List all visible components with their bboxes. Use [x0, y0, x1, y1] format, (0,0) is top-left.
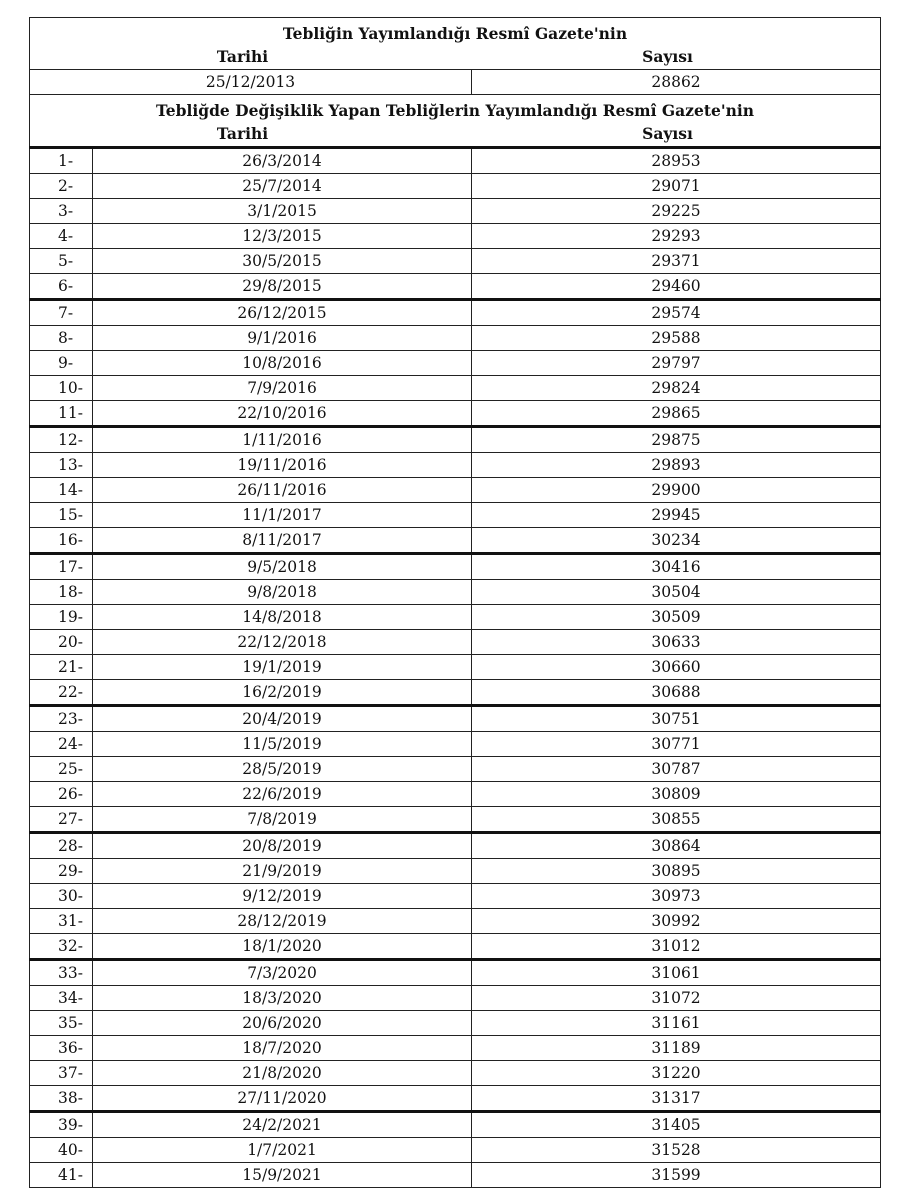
- gazette-table: [29, 17, 881, 1188]
- row-date: 7/9/2016: [93, 376, 472, 401]
- row-number-value: 29893: [472, 453, 881, 478]
- main-title-row: [30, 18, 881, 70]
- row-number: 38-: [30, 1086, 93, 1112]
- table-row: [30, 884, 881, 909]
- main-title: Tebliğin Yayımlandığı Resmî Gazete'nin: [282, 23, 628, 43]
- row-number-value: 30416: [472, 554, 881, 580]
- row-number: 4-: [30, 224, 93, 249]
- row-number: 14-: [30, 478, 93, 503]
- row-number: 10-: [30, 376, 93, 401]
- row-number: 29-: [30, 859, 93, 884]
- table-row: [30, 427, 881, 453]
- row-date: 7/8/2019: [93, 807, 472, 833]
- row-number-value: 30509: [472, 605, 881, 630]
- row-number: 27-: [30, 807, 93, 833]
- table-row: [30, 833, 881, 859]
- row-number-value: 29071: [472, 174, 881, 199]
- row-number-value: 29875: [472, 427, 881, 453]
- table-row: [30, 528, 881, 554]
- row-number-value: 31220: [472, 1061, 881, 1086]
- row-date: 9/12/2019: [93, 884, 472, 909]
- table-row: [30, 174, 881, 199]
- row-date: 26/3/2014: [93, 148, 472, 174]
- row-number-value: 29900: [472, 478, 881, 503]
- row-number-value: 29945: [472, 503, 881, 528]
- table-row: [30, 453, 881, 478]
- row-number: 21-: [30, 655, 93, 680]
- row-number: 16-: [30, 528, 93, 554]
- table-row: [30, 757, 881, 782]
- row-number-value: 30234: [472, 528, 881, 554]
- row-date: 12/3/2015: [93, 224, 472, 249]
- row-date: 18/1/2020: [93, 934, 472, 960]
- row-number: 23-: [30, 706, 93, 732]
- table-row: [30, 478, 881, 503]
- table-row: [30, 199, 881, 224]
- main-values-row: [30, 70, 881, 95]
- table-row: [30, 1086, 881, 1112]
- row-number-value: 30855: [472, 807, 881, 833]
- main-col-date-header: Tarihi: [216, 46, 269, 66]
- table-row: [30, 706, 881, 732]
- row-number: 17-: [30, 554, 93, 580]
- amendments-title-cell: [30, 95, 881, 148]
- table-row: [30, 1061, 881, 1086]
- table-row: [30, 655, 881, 680]
- row-date: 20/4/2019: [93, 706, 472, 732]
- table-row: [30, 680, 881, 706]
- table-row: [30, 376, 881, 401]
- table-row: [30, 1112, 881, 1138]
- table-row: [30, 1011, 881, 1036]
- row-date: 9/8/2018: [93, 580, 472, 605]
- row-date: 9/5/2018: [93, 554, 472, 580]
- row-number: 30-: [30, 884, 93, 909]
- row-date: 8/11/2017: [93, 528, 472, 554]
- row-number: 19-: [30, 605, 93, 630]
- table-row: [30, 401, 881, 427]
- row-number-value: 30688: [472, 680, 881, 706]
- main-title-cell: [30, 18, 881, 70]
- row-number-value: 30787: [472, 757, 881, 782]
- row-number: 31-: [30, 909, 93, 934]
- row-number-value: 30809: [472, 782, 881, 807]
- row-number-value: 30771: [472, 732, 881, 757]
- row-number: 24-: [30, 732, 93, 757]
- row-date: 3/1/2015: [93, 199, 472, 224]
- row-number-value: 29225: [472, 199, 881, 224]
- row-date: 11/1/2017: [93, 503, 472, 528]
- row-date: 26/12/2015: [93, 300, 472, 326]
- row-number-value: 29865: [472, 401, 881, 427]
- row-number: 13-: [30, 453, 93, 478]
- row-number-value: 30895: [472, 859, 881, 884]
- row-number: 18-: [30, 580, 93, 605]
- row-date: 22/10/2016: [93, 401, 472, 427]
- row-number-value: 29588: [472, 326, 881, 351]
- table-row: [30, 807, 881, 833]
- row-number-value: 29574: [472, 300, 881, 326]
- table-row: [30, 503, 881, 528]
- table-row: [30, 1036, 881, 1061]
- row-number: 32-: [30, 934, 93, 960]
- row-date: 21/8/2020: [93, 1061, 472, 1086]
- table-row: [30, 148, 881, 174]
- row-date: 15/9/2021: [93, 1163, 472, 1188]
- amendments-title: Tebliğde Değişiklik Yapan Tebliğlerin Yayımlandığı Resmî Gazete'nin: [156, 100, 755, 120]
- row-number: 25-: [30, 757, 93, 782]
- row-number-value: 31317: [472, 1086, 881, 1112]
- row-date: 28/5/2019: [93, 757, 472, 782]
- amendments-col-number-header: Sayısı: [642, 123, 693, 143]
- row-number: 33-: [30, 960, 93, 986]
- row-number-value: 29824: [472, 376, 881, 401]
- table-row: [30, 859, 881, 884]
- row-number-value: 29797: [472, 351, 881, 376]
- row-number-value: 31528: [472, 1138, 881, 1163]
- table-row: [30, 1163, 881, 1188]
- row-number-value: 30633: [472, 630, 881, 655]
- row-number-value: 31599: [472, 1163, 881, 1188]
- row-number-value: 29460: [472, 274, 881, 300]
- amendments-col-date-header: Tarihi: [216, 123, 269, 143]
- table-row: [30, 580, 881, 605]
- row-number: 8-: [30, 326, 93, 351]
- row-number-value: 28953: [472, 148, 881, 174]
- row-date: 22/12/2018: [93, 630, 472, 655]
- table-row: [30, 782, 881, 807]
- table-body: [30, 18, 881, 1188]
- row-number: 1-: [30, 148, 93, 174]
- row-number: 28-: [30, 833, 93, 859]
- row-number-value: 29371: [472, 249, 881, 274]
- table-row: [30, 249, 881, 274]
- row-number-value: 31405: [472, 1112, 881, 1138]
- row-number: 3-: [30, 199, 93, 224]
- row-number-value: 30864: [472, 833, 881, 859]
- table-row: [30, 274, 881, 300]
- row-date: 9/1/2016: [93, 326, 472, 351]
- table-row: [30, 909, 881, 934]
- row-date: 20/6/2020: [93, 1011, 472, 1036]
- row-number-value: 29293: [472, 224, 881, 249]
- row-number: 36-: [30, 1036, 93, 1061]
- row-number: 11-: [30, 401, 93, 427]
- row-number-value: 31161: [472, 1011, 881, 1036]
- table-row: [30, 630, 881, 655]
- row-date: 18/3/2020: [93, 986, 472, 1011]
- row-number-value: 30973: [472, 884, 881, 909]
- row-date: 27/11/2020: [93, 1086, 472, 1112]
- row-number: 41-: [30, 1163, 93, 1188]
- table-row: [30, 300, 881, 326]
- row-date: 24/2/2021: [93, 1112, 472, 1138]
- table-row: [30, 554, 881, 580]
- row-number: 12-: [30, 427, 93, 453]
- row-number-value: 30992: [472, 909, 881, 934]
- row-number: 15-: [30, 503, 93, 528]
- row-number-value: 30504: [472, 580, 881, 605]
- amendments-title-row: [30, 95, 881, 148]
- row-number: 9-: [30, 351, 93, 376]
- main-number-cell: 28862: [472, 70, 881, 95]
- row-date: 30/5/2015: [93, 249, 472, 274]
- row-number-value: 31072: [472, 986, 881, 1011]
- row-number-value: 31012: [472, 934, 881, 960]
- table-row: [30, 1138, 881, 1163]
- table-row: [30, 605, 881, 630]
- row-number: 5-: [30, 249, 93, 274]
- row-number: 6-: [30, 274, 93, 300]
- main-col-number-header: Sayısı: [642, 46, 693, 66]
- row-number: 20-: [30, 630, 93, 655]
- row-date: 19/11/2016: [93, 453, 472, 478]
- row-date: 20/8/2019: [93, 833, 472, 859]
- table-row: [30, 986, 881, 1011]
- row-number-value: 31061: [472, 960, 881, 986]
- row-date: 28/12/2019: [93, 909, 472, 934]
- row-number-value: 30660: [472, 655, 881, 680]
- row-date: 18/7/2020: [93, 1036, 472, 1061]
- row-date: 26/11/2016: [93, 478, 472, 503]
- row-date: 1/7/2021: [93, 1138, 472, 1163]
- row-number: 39-: [30, 1112, 93, 1138]
- row-number: 26-: [30, 782, 93, 807]
- row-number-value: 31189: [472, 1036, 881, 1061]
- row-date: 25/7/2014: [93, 174, 472, 199]
- row-date: 22/6/2019: [93, 782, 472, 807]
- row-date: 11/5/2019: [93, 732, 472, 757]
- row-number: 7-: [30, 300, 93, 326]
- row-date: 29/8/2015: [93, 274, 472, 300]
- row-date: 21/9/2019: [93, 859, 472, 884]
- table-row: [30, 326, 881, 351]
- row-number-value: 30751: [472, 706, 881, 732]
- table-row: [30, 732, 881, 757]
- row-number: 34-: [30, 986, 93, 1011]
- table-row: [30, 351, 881, 376]
- row-number: 2-: [30, 174, 93, 199]
- table-row: [30, 934, 881, 960]
- amendments-column-headers: [30, 122, 880, 145]
- row-date: 14/8/2018: [93, 605, 472, 630]
- main-date-cell: 25/12/2013: [30, 70, 472, 95]
- row-date: 16/2/2019: [93, 680, 472, 706]
- row-date: 10/8/2016: [93, 351, 472, 376]
- main-column-headers: [30, 45, 880, 68]
- row-number: 37-: [30, 1061, 93, 1086]
- row-number: 35-: [30, 1011, 93, 1036]
- row-date: 1/11/2016: [93, 427, 472, 453]
- row-number: 22-: [30, 680, 93, 706]
- row-date: 7/3/2020: [93, 960, 472, 986]
- row-date: 19/1/2019: [93, 655, 472, 680]
- table-row: [30, 224, 881, 249]
- row-number: 40-: [30, 1138, 93, 1163]
- table-row: [30, 960, 881, 986]
